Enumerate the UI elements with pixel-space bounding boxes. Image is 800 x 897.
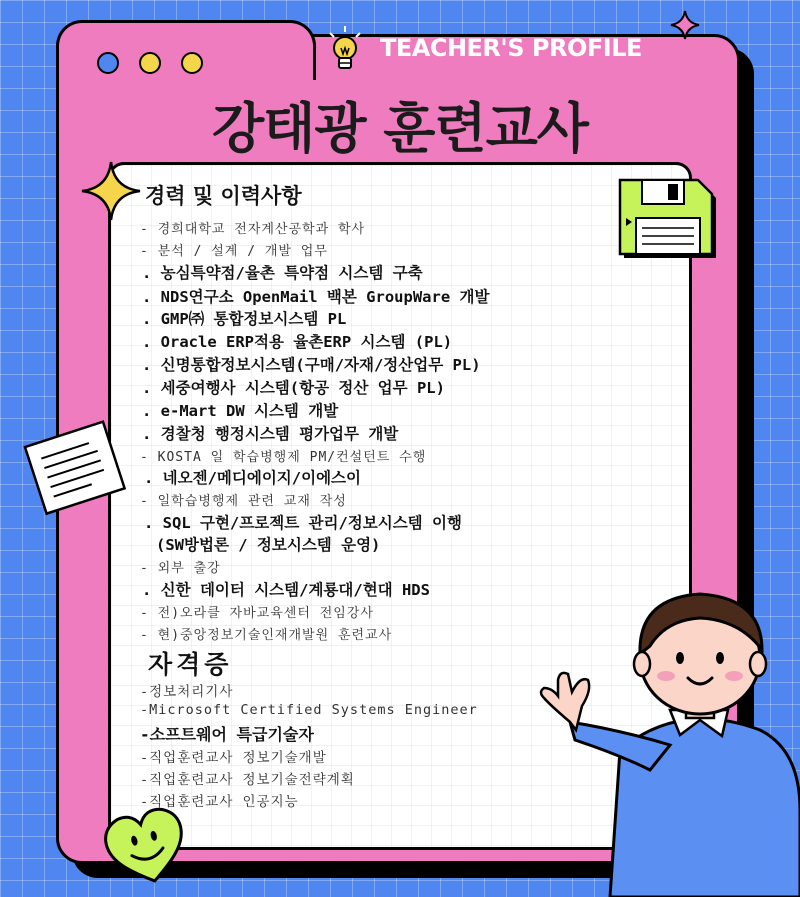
list-item: -소프트웨어 특급기술자 <box>140 725 314 744</box>
list-item: . e-Mart DW 시스템 개발 <box>142 402 339 420</box>
teacher-character <box>500 580 800 897</box>
list-item: . SQL 구현/프로젝트 관리/정보시스템 이행 <box>144 514 462 532</box>
profile-label: TEACHER'S PROFILE <box>380 34 642 62</box>
list-item: -직업훈련교사 정보기술전략계획 <box>140 772 355 788</box>
sparkle-icon <box>670 10 700 40</box>
list-item: -Microsoft Certified Systems Engineer <box>140 702 478 718</box>
list-item: - 일학습병행제 관련 교재 작성 <box>140 494 347 509</box>
list-item: (SW방법론 / 정보시스템 운영) <box>156 536 381 554</box>
list-item: -직업훈련교사 정보기술개발 <box>140 750 327 766</box>
list-item: . GMP㈜ 통합정보시스템 PL <box>142 310 347 328</box>
window-dot-yellow-1 <box>139 52 161 74</box>
list-item: . 세중여행사 시스템(항공 정산 업무 PL) <box>142 379 445 397</box>
list-item: - 경희대학교 전자계산공학과 학사 <box>140 222 366 237</box>
smiley-heart-icon <box>100 800 192 892</box>
four-point-star-icon <box>80 160 142 222</box>
floppy-disk-icon <box>618 178 720 264</box>
list-item: -직업훈련교사 인공지능 <box>140 794 299 810</box>
list-item: . Oracle ERP적용 율촌ERP 시스템 (PL) <box>142 333 453 351</box>
cert-section-title: 자격증 <box>148 650 233 679</box>
list-item: . 경찰청 행정시스템 평가업무 개발 <box>142 425 399 443</box>
list-item: - KOSTA 일 학습병행제 PM/컨설턴트 수행 <box>140 450 427 465</box>
lightbulb-icon <box>326 24 364 74</box>
list-item: - 분석 / 설계 / 개발 업무 <box>140 244 328 259</box>
list-item: -정보처리기사 <box>140 684 234 700</box>
list-item: . 네오젠/메디에이지/이에스이 <box>144 469 362 487</box>
list-item: . 농심특약점/율촌 특약점 시스템 구축 <box>142 264 423 282</box>
list-item: - 외부 출강 <box>140 561 221 576</box>
page-title: 강태광 훈련교사 <box>212 97 588 160</box>
list-item: - 전)오라클 자바교육센터 전임강사 <box>140 606 374 621</box>
list-item: . 신명통합정보시스템(구매/자재/정산업무 PL) <box>142 356 481 374</box>
list-item: - 현)중앙정보기술인재개발원 훈련교사 <box>140 628 393 643</box>
window-dot-yellow-2 <box>181 52 203 74</box>
window-dot-blue <box>97 52 119 74</box>
list-item: . NDS연구소 OpenMail 백본 GroupWare 개발 <box>142 288 490 306</box>
list-item: . 신한 데이터 시스템/계룡대/현대 HDS <box>142 581 430 599</box>
career-section-title: 경력 및 이력사항 <box>145 184 302 208</box>
document-icon <box>22 418 132 518</box>
